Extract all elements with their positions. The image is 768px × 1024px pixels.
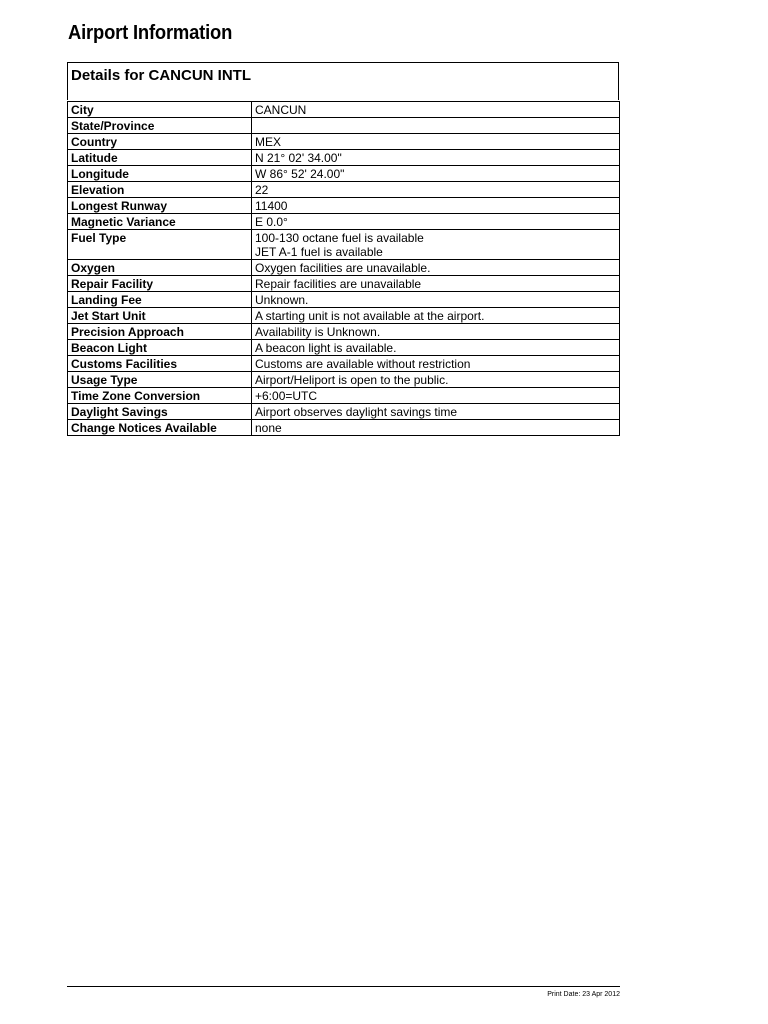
- table-row: [68, 308, 620, 324]
- table-row: [68, 118, 620, 134]
- table-row: [68, 230, 620, 260]
- row-value: Airport observes daylight savings time: [252, 404, 620, 420]
- fuel-type-line-1: 100-130 octane fuel is available: [255, 231, 424, 245]
- print-date: Print Date: 23 Apr 2012: [547, 991, 620, 998]
- table-row: [68, 292, 620, 308]
- row-label: Magnetic Variance: [68, 214, 252, 230]
- row-label: City: [68, 102, 252, 118]
- airport-details-table: [67, 101, 620, 436]
- row-label: Longitude: [68, 166, 252, 182]
- row-value: E 0.0°: [252, 214, 620, 230]
- row-value: A starting unit is not available at the airport.: [252, 308, 620, 324]
- row-value: Customs are available without restriction: [252, 356, 620, 372]
- table-row: [68, 150, 620, 166]
- row-value: 22: [252, 182, 620, 198]
- row-label: Fuel Type: [68, 230, 252, 260]
- table-row: [68, 356, 620, 372]
- row-value: [252, 118, 620, 134]
- details-heading: Details for CANCUN INTL: [71, 67, 252, 84]
- row-value: Availability is Unknown.: [252, 324, 620, 340]
- table-row: [68, 102, 620, 118]
- row-value: Unknown.: [252, 292, 620, 308]
- row-label: Time Zone Conversion: [68, 388, 252, 404]
- row-value: 11400: [252, 198, 620, 214]
- table-row: [68, 324, 620, 340]
- row-value: Oxygen facilities are unavailable.: [252, 260, 620, 276]
- row-label: Jet Start Unit: [68, 308, 252, 324]
- details-header-box: [67, 62, 619, 100]
- page-title: Airport Information: [68, 22, 233, 44]
- row-value: +6:00=UTC: [252, 388, 620, 404]
- table-row: [68, 388, 620, 404]
- row-value: [252, 230, 620, 260]
- table-row: [68, 214, 620, 230]
- row-label: Landing Fee: [68, 292, 252, 308]
- row-label: Daylight Savings: [68, 404, 252, 420]
- row-label: Precision Approach: [68, 324, 252, 340]
- row-value: A beacon light is available.: [252, 340, 620, 356]
- table-row: [68, 166, 620, 182]
- table-row: [68, 198, 620, 214]
- table-row: [68, 276, 620, 292]
- table-row: [68, 260, 620, 276]
- row-label: Customs Facilities: [68, 356, 252, 372]
- row-label: Country: [68, 134, 252, 150]
- row-value: none: [252, 420, 620, 436]
- row-value: MEX: [252, 134, 620, 150]
- row-label: Beacon Light: [68, 340, 252, 356]
- row-label: Repair Facility: [68, 276, 252, 292]
- table-row: [68, 404, 620, 420]
- row-label: Longest Runway: [68, 198, 252, 214]
- row-value: N 21° 02' 34.00": [252, 150, 620, 166]
- table-row: [68, 420, 620, 436]
- footer-divider: [67, 986, 620, 987]
- row-value: Repair facilities are unavailable: [252, 276, 620, 292]
- table-row: [68, 182, 620, 198]
- row-label: State/Province: [68, 118, 252, 134]
- row-label: Usage Type: [68, 372, 252, 388]
- row-value: W 86° 52' 24.00": [252, 166, 620, 182]
- table-row: [68, 340, 620, 356]
- table-row: [68, 372, 620, 388]
- row-label: Oxygen: [68, 260, 252, 276]
- table-row: [68, 134, 620, 150]
- row-label: Latitude: [68, 150, 252, 166]
- row-value: Airport/Heliport is open to the public.: [252, 372, 620, 388]
- row-label: Change Notices Available: [68, 420, 252, 436]
- row-label: Elevation: [68, 182, 252, 198]
- row-value: CANCUN: [252, 102, 620, 118]
- fuel-type-line-2: JET A-1 fuel is available: [255, 245, 383, 259]
